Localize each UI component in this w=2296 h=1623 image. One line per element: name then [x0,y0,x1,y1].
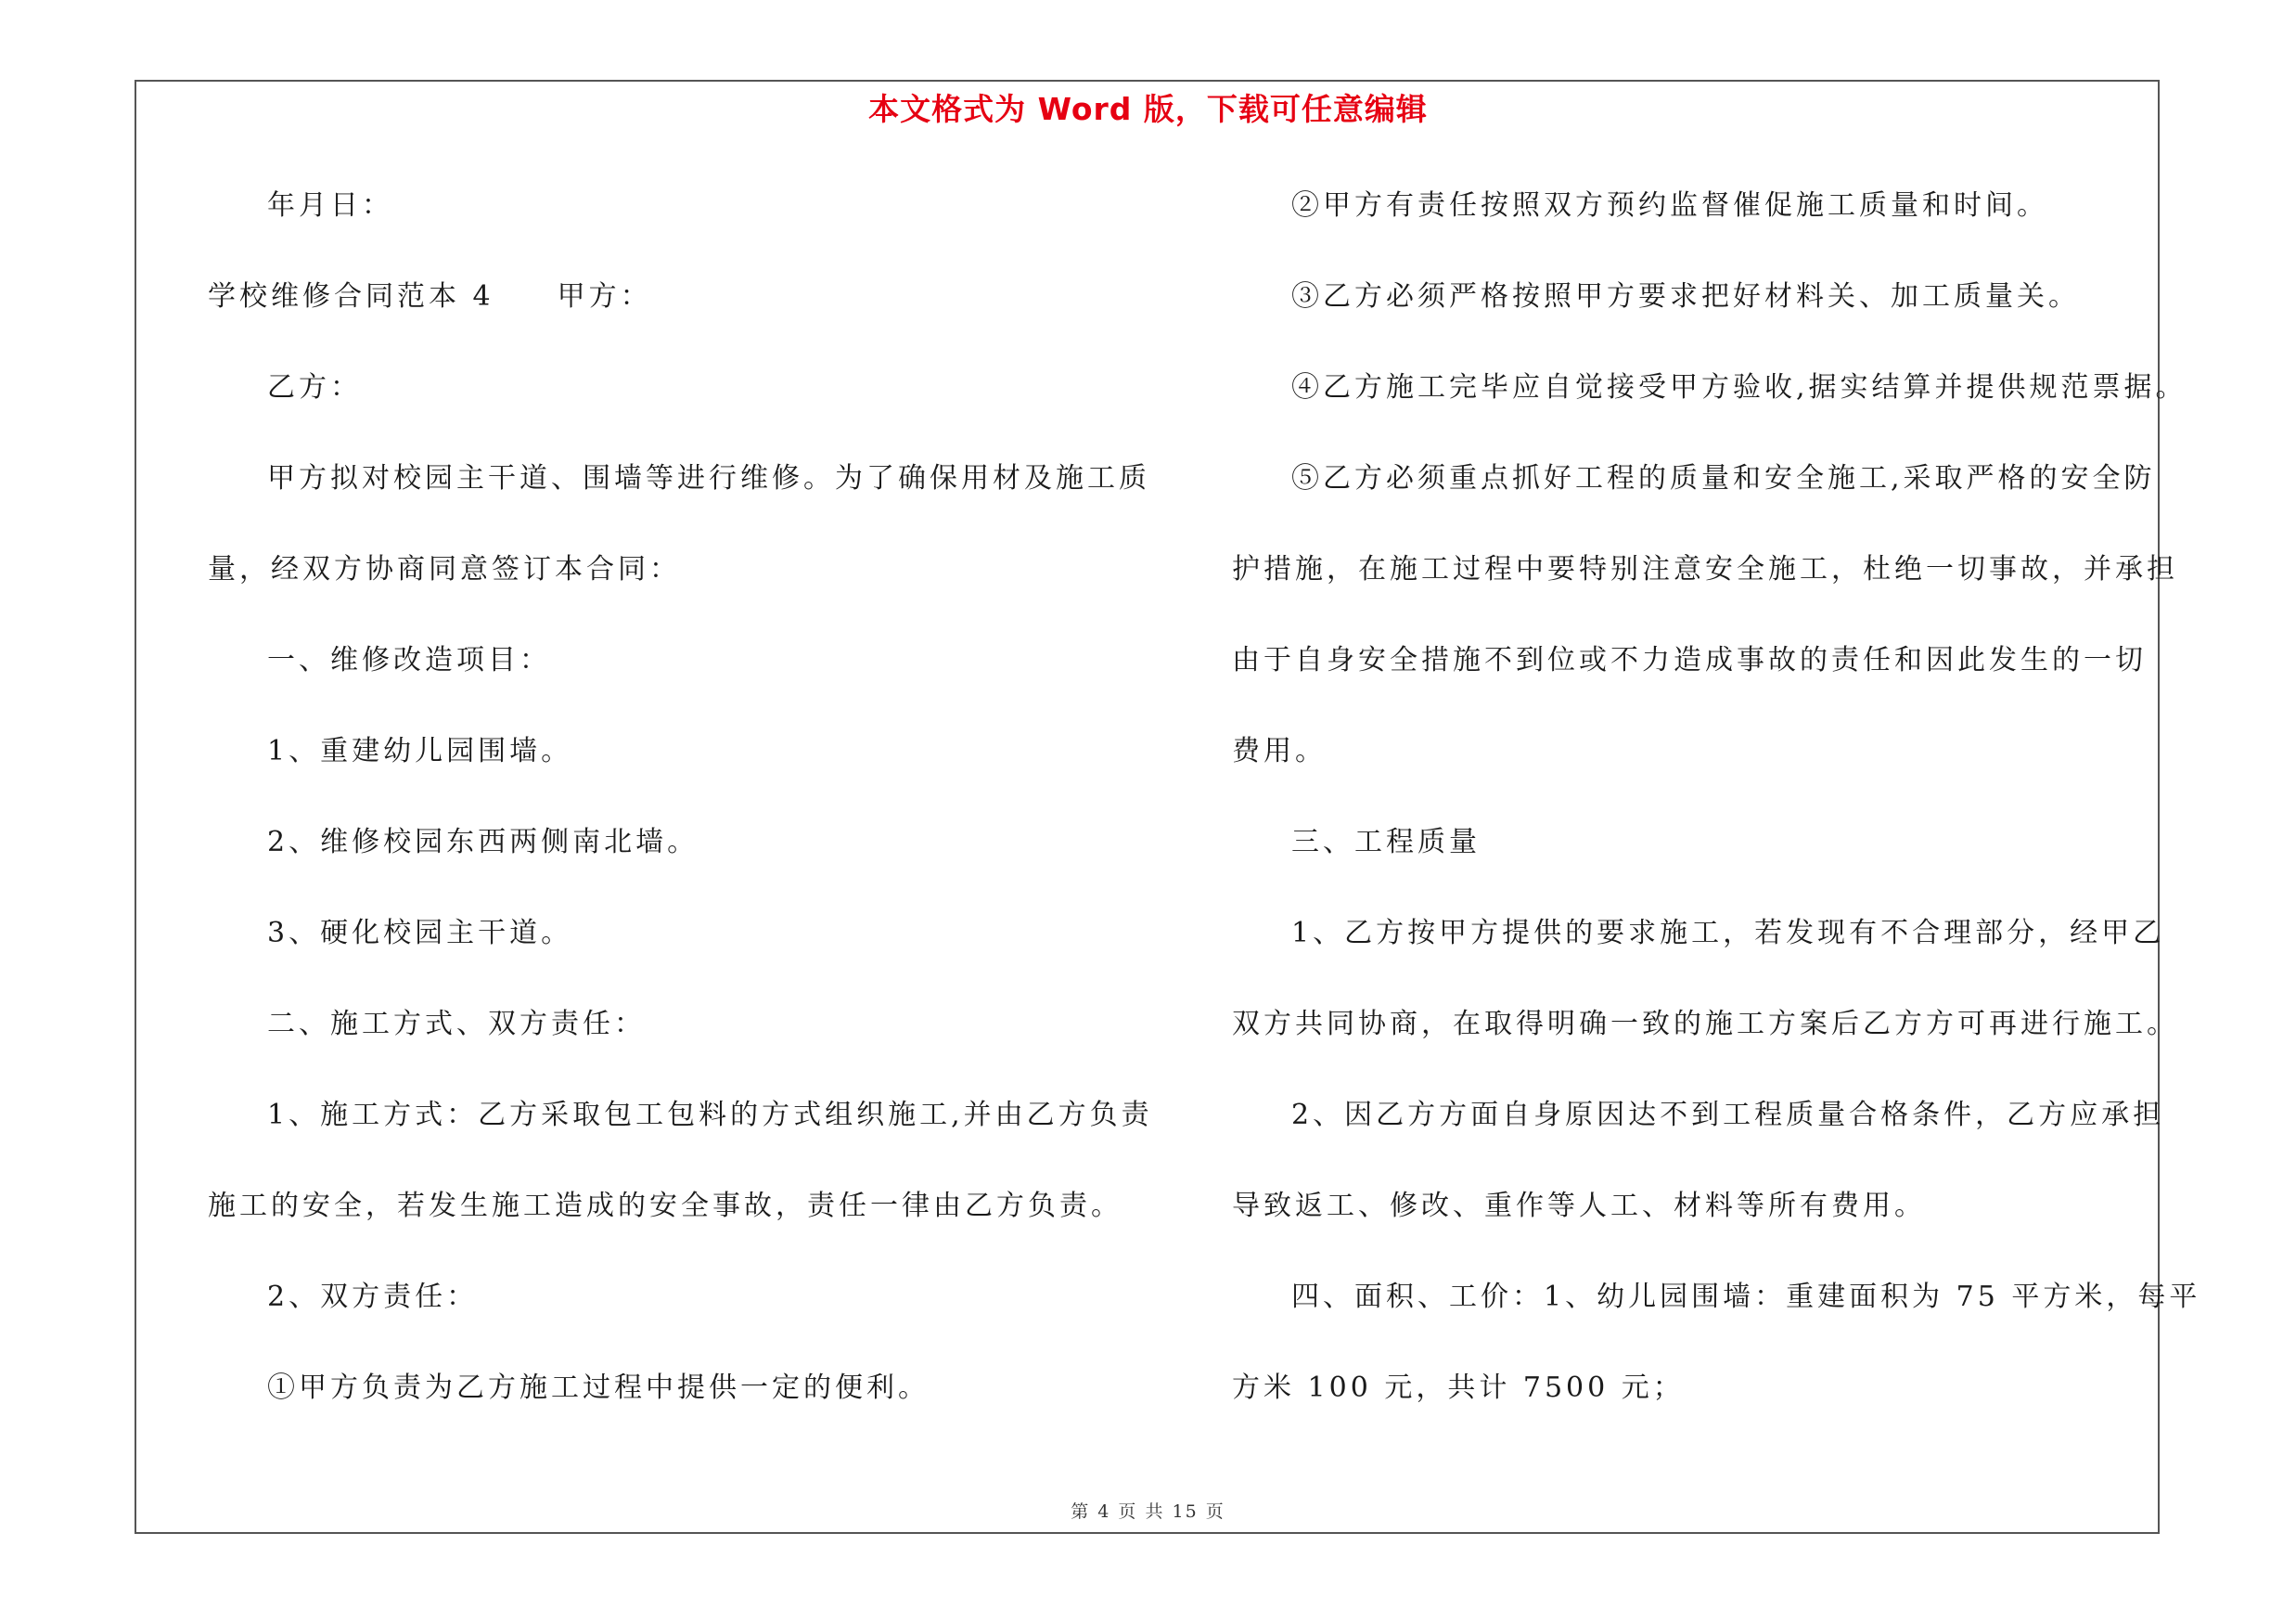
left-line-2: 学校维修合同范本 4 甲方： [208,280,652,313]
right-line-2: ③乙方必须严格按照甲方要求把好材料关、加工质量关。 [1291,280,2080,313]
right-line-14: 方米 100 元，共计 7500 元； [1232,1372,1685,1404]
left-line-13: 2、双方责任： [267,1281,479,1313]
left-line-11: 1、施工方式：乙方采取包工包料的方式组织施工,并由乙方负责 [267,1099,1153,1131]
left-line-10: 二、施工方式、双方责任： [267,1008,646,1040]
right-line-1: ②甲方有责任按照双方预约监督催促施工质量和时间。 [1291,189,2048,222]
right-line-4: ⑤乙方必须重点抓好工程的质量和安全施工,采取严格的安全防 [1291,462,2156,495]
right-line-3: ④乙方施工完毕应自觉接受甲方验收,据实结算并提供规范票据。 [1291,371,2187,404]
format-banner: 本文格式为 Word 版，下载可任意编辑 [868,91,1428,127]
right-line-5: 护措施，在施工过程中要特别注意安全施工，杜绝一切事故，并承担 [1232,553,2178,586]
right-line-6: 由于自身安全措施不到位或不力造成事故的责任和因此发生的一切 [1232,644,2147,676]
left-line-9: 3、硬化校园主干道。 [267,917,573,949]
right-line-7: 费用。 [1232,735,1327,767]
right-line-8: 三、工程质量 [1291,826,1481,858]
right-line-10: 双方共同协商，在取得明确一致的施工方案后乙方方可再进行施工。 [1232,1008,2178,1040]
right-line-9: 1、乙方按甲方提供的要求施工，若发现有不合理部分，经甲乙 [1291,917,2165,949]
left-line-8: 2、维修校园东西两侧南北墙。 [267,826,699,858]
left-line-7: 1、重建幼儿园围墙。 [267,735,573,767]
right-line-12: 导致返工、修改、重作等人工、材料等所有费用。 [1232,1190,1926,1222]
left-line-6: 一、维修改造项目： [267,644,551,676]
left-line-12: 施工的安全，若发生施工造成的安全事故，责任一律由乙方负责。 [208,1190,1122,1222]
left-line-5: 量，经双方协商同意签订本合同： [208,553,681,586]
right-line-13: 四、面积、工价：1、幼儿园围墙：重建面积为 75 平方米，每平 [1291,1281,2201,1313]
left-line-14: ①甲方负责为乙方施工过程中提供一定的便利。 [267,1372,930,1404]
right-line-11: 2、因乙方方面自身原因达不到工程质量合格条件，乙方应承担 [1291,1099,2165,1131]
left-line-1: 年月日： [267,189,393,222]
left-line-4: 甲方拟对校园主干道、围墙等进行维修。为了确保用材及施工质 [267,462,1150,495]
page-number: 第 4 页 共 15 页 [1071,1501,1225,1522]
left-line-3: 乙方： [267,371,362,404]
